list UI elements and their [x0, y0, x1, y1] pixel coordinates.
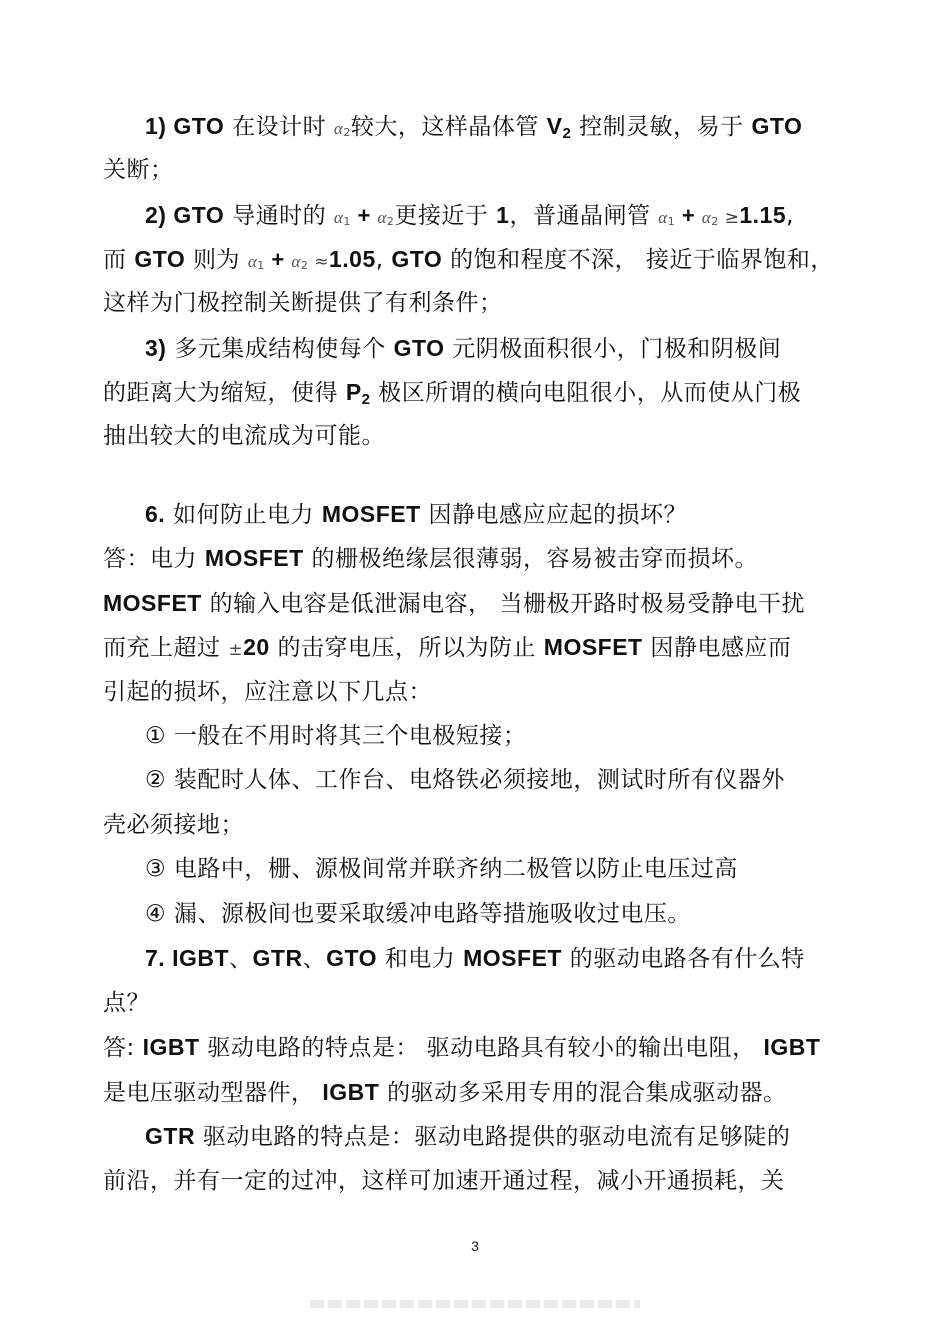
text-line [103, 1166, 785, 1196]
text-run: 7. IGBT [145, 945, 230, 971]
subscript: 2 [711, 215, 719, 228]
alpha-symbol: α [291, 252, 301, 271]
plus-sign: + [350, 203, 378, 228]
text-line [145, 333, 781, 364]
text-run: 点？ [103, 990, 150, 1016]
text-run: GTR [252, 945, 303, 971]
text-line [103, 632, 791, 665]
text-run: GTO [393, 335, 445, 361]
text-run: 的驱动电路各有什么特 [561, 946, 805, 972]
text-run: GTO [391, 246, 443, 272]
text-run: 20 [243, 634, 270, 660]
text-run: 控制灵敏，易于 [571, 114, 752, 140]
subscript: 2 [300, 259, 309, 272]
text-run: 前沿，并有一定的过冲，这样可加速开通过程，减小开通损耗，关 [103, 1168, 785, 1194]
text-run: 因静电感应而 [642, 635, 792, 661]
text-run: 因静电感应应起的损坏？ [420, 502, 687, 528]
text-run: 更接近于 [394, 203, 497, 229]
text-line [103, 377, 801, 415]
subscript: 2 [361, 391, 371, 408]
text-run: 而充上超过 [103, 635, 229, 661]
text-run: MOSFET [543, 634, 643, 660]
text-run: 较大，这样晶体管 [350, 114, 547, 140]
text-run: 而 [103, 247, 135, 273]
alpha-symbol: α [333, 208, 344, 227]
text-run: 是电压驱动型器件， [103, 1080, 323, 1106]
text-run: , [786, 203, 794, 229]
text-run: 的输入电容是低泄漏电容， 当栅极开路时极易受静电干扰 [201, 591, 805, 617]
text-run: ④ 漏、源极间也要采取缓冲电路等措施吸收过电压。 [145, 901, 691, 927]
alpha-symbol: α [701, 208, 712, 227]
text-run: 1.15 [739, 202, 787, 228]
subscript: 2 [562, 125, 572, 142]
text-line [103, 288, 503, 318]
text-run: 、 [302, 946, 327, 972]
text-run: IGBT [322, 1079, 380, 1105]
text-line [145, 200, 794, 237]
text-run: 6. [145, 501, 166, 527]
text-run: 多元集成结构使每个 [166, 336, 394, 362]
text-run: 驱动电路的特点是： 驱动电路具有较小的输出电阻， [199, 1035, 764, 1061]
text-run: 的距离大为缩短，使得 [103, 380, 346, 406]
alpha-symbol: α [377, 208, 387, 227]
subscript: 2 [343, 126, 351, 139]
text-run: 的栅极绝缘层很薄弱，容易被击穿而损坏。 [303, 546, 758, 572]
text-run: 壳必须接地； [103, 812, 244, 838]
text-run: 这样为门极控制关断提供了有利条件； [103, 290, 503, 316]
text-run: 则为 [185, 247, 248, 273]
text-run: 元阴极面积很小，门极和阴极间 [444, 336, 782, 362]
text-run: V [546, 113, 563, 139]
text-run: 关断； [103, 157, 174, 183]
text-run: 的击穿电压，所以为防止 [269, 635, 544, 661]
text-line [103, 543, 758, 574]
subscript: 1 [343, 215, 351, 228]
text-run: MOSFET [103, 590, 202, 616]
text-run: ，普通晶闸管 [509, 203, 659, 229]
approx-sign: ≈ [308, 252, 329, 272]
list-item [145, 765, 785, 795]
text-line [103, 421, 385, 451]
text-run: 2) GTO [145, 202, 225, 228]
text-line [103, 988, 150, 1018]
text-run: ② 装配时人体、工作台、电烙铁必须接地，测试时所有仪器外 [145, 767, 785, 793]
text-run: 导通时的 [224, 203, 334, 229]
text-run: ③ 电路中，栅、源极间常并联齐纳二极管以防止电压过高 [145, 856, 738, 882]
subscript: 1 [667, 215, 676, 228]
text-line [103, 244, 834, 281]
text-line [103, 1032, 820, 1063]
text-run: GTR [145, 1123, 196, 1149]
list-item [145, 854, 738, 884]
text-run: GTO [326, 945, 377, 971]
text-run: 如何防止电力 [165, 502, 322, 528]
text-run: 1 [496, 202, 510, 228]
text-run: P [345, 379, 362, 405]
text-run: IGBT [142, 1034, 200, 1060]
text-line [103, 677, 432, 707]
list-item [145, 899, 691, 929]
text-run: 在设计时 [224, 114, 334, 140]
text-run: 引起的损坏，应注意以下几点： [103, 679, 432, 705]
text-run: 、 [229, 946, 253, 972]
plus-minus-sign: ± [228, 640, 244, 660]
text-run: 答: [103, 1035, 143, 1061]
alpha-symbol: α [658, 208, 668, 227]
plus-sign: + [675, 203, 702, 228]
text-line [145, 111, 802, 149]
text-line [103, 810, 244, 840]
section-heading [145, 499, 687, 530]
section-heading [145, 943, 805, 974]
text-run: GTO [751, 113, 803, 139]
text-run: 的驱动多采用专用的混合集成驱动器。 [379, 1080, 787, 1106]
text-line [103, 155, 174, 185]
text-run: GTO [134, 246, 186, 272]
text-run: 答：电力 [103, 546, 205, 572]
text-run: 的饱和程度不深， 接近于临界饱和， [442, 247, 834, 273]
text-run: 和电力 [377, 946, 464, 972]
alpha-symbol: α [247, 252, 258, 271]
text-run: MOSFET [204, 545, 304, 571]
text-run: 1.05 [328, 246, 376, 272]
text-run: 驱动电路的特点是：驱动电路提供的驱动电流有足够陡的 [195, 1124, 791, 1150]
plus-sign: + [264, 247, 292, 272]
alpha-symbol: α [333, 119, 344, 138]
text-run: 极区所谓的横向电阻很小，从而使从门极 [370, 380, 802, 406]
text-run: 3) [145, 335, 167, 361]
text-line [103, 588, 805, 619]
subscript: 1 [257, 259, 265, 272]
text-run: IGBT [763, 1034, 821, 1060]
page-number: 3 [471, 1238, 479, 1254]
geq-sign: ≥ [718, 208, 740, 228]
text-run: , [375, 247, 392, 273]
list-item [145, 721, 526, 751]
text-line [145, 1121, 790, 1152]
text-line [103, 1077, 787, 1108]
text-run: MOSFET [321, 501, 421, 527]
text-run: ① 一般在不用时将其三个电极短接； [145, 723, 527, 749]
text-run: 抽出较大的电流成为可能。 [103, 423, 385, 449]
text-run: MOSFET [463, 945, 562, 971]
footer-watermark [310, 1300, 640, 1308]
subscript: 2 [386, 215, 395, 228]
text-run: 1) GTO [145, 113, 225, 139]
